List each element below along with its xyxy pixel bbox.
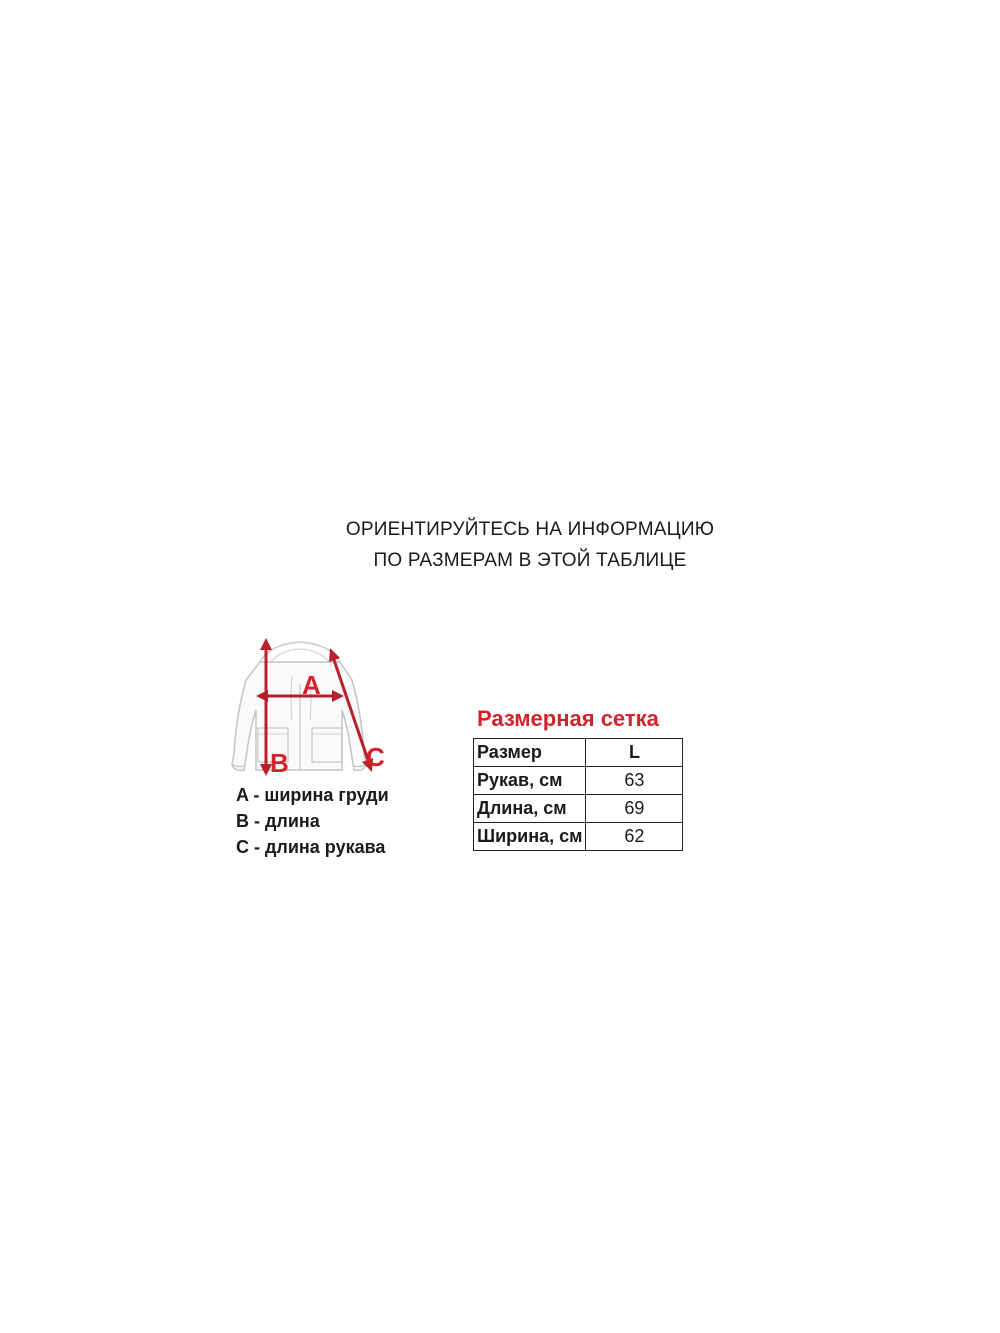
header-label: Размер: [474, 739, 586, 767]
legend-b: B - длина: [236, 811, 320, 831]
size-chart-title: Размерная сетка: [477, 706, 659, 731]
row-value: 63: [586, 767, 683, 795]
legend-a: A - ширина груди: [236, 785, 389, 805]
table-header-row: [474, 739, 683, 767]
size-chart-table: [473, 738, 683, 851]
row-label: Длина, см: [474, 795, 586, 823]
jacket-icon: [222, 636, 400, 786]
row-value: 62: [586, 823, 683, 851]
row-label: Ширина, см: [474, 823, 586, 851]
intro-line-1: ОРИЕНТИРУЙТЕСЬ НА ИНФОРМАЦИЮ: [345, 519, 715, 540]
row-label: Рукав, см: [474, 767, 586, 795]
table-row: [474, 795, 683, 823]
measurement-legend: [236, 782, 389, 860]
legend-c: C - длина рукава: [236, 837, 386, 857]
label-c: C: [366, 742, 385, 772]
row-value: 69: [586, 795, 683, 823]
table-row: [474, 823, 683, 851]
intro-text: [330, 514, 730, 576]
label-a: A: [302, 670, 321, 700]
label-b: B: [270, 748, 289, 778]
intro-line-2: ПО РАЗМЕРАМ В ЭТОЙ ТАБЛИЦЕ: [373, 550, 687, 571]
table-row: [474, 767, 683, 795]
jacket-measurement-diagram: [222, 636, 400, 786]
header-size: L: [586, 739, 683, 767]
